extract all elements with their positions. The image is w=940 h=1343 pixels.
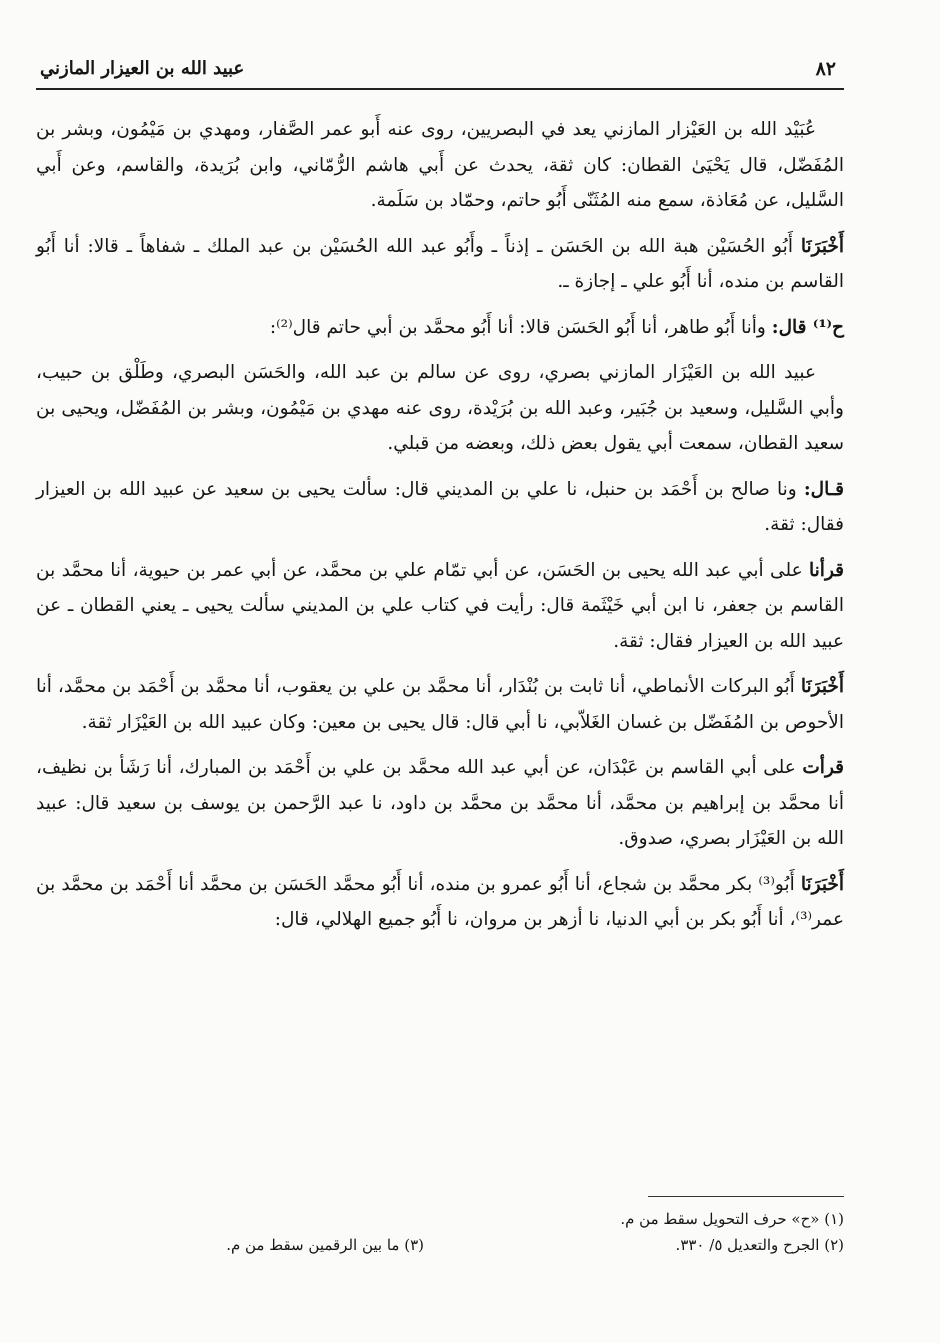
paragraph-4 [36,355,844,462]
paragraph-3 [36,310,844,346]
paragraph-text: على أبي القاسم بن عَبْدَان، عن أبي عبد الله محمَّد بن علي بن أَحْمَد بن المبارك، أنا رَشَأ بن نظيف، أنا محمَّد بن إبراهيم بن محمَّد، أنا محمَّد بن محمَّد بن داود، نا عبد الرَّحمن بن يوسف بن سعيد قال: عبيد الله بن العَيْزَار بصري، صدوق. [36,757,844,849]
paragraph-2 [36,229,844,300]
page-number: ٨٢ [815,58,836,80]
footnote-row-1 [36,1206,844,1232]
paragraph-text: أَبُو الحُسَيْن هبة الله بن الحَسَن ـ إذناً ـ وأَبُو عبد الله الحُسَيْن بن عبد الملك ـ شفاهاً ـ قالا: أنا أَبُو القاسم بن منده، أنا أَبُو علي ـ إجازة ـ. [36,235,844,292]
page-header [36,54,844,90]
paragraph-lead: أَخْبَرَنَا [800,873,844,895]
paragraph-7 [36,669,844,740]
paragraph-text: عُبَيْد الله بن العَيْزار المازني يعد في البصريين، روى عنه أَبو عمر الصَّفار، ومهدي بن مَيْمُون، وبشر بن المُفَضّل، قال يَحْيَىٰ القطان: كان ثقة، يحدث عن أَبي هاشم الرُّمّاني، وابن بُرَيدة، والقاسم، وعن أَبي السَّليل، عن مُعَاذة، سمع منه المُثَنّى أَبُو حاتم، وحمّاد بن سَلَمة. [36,119,844,211]
paragraph-text: وأنا أَبُو طاهر، أنا أَبُو الحَسَن قالا: أنا أَبُو محمَّد بن أبي حاتم قال⁽²⁾: [269,316,772,338]
paragraph-lead: ح⁽¹⁾ قال: [771,316,844,338]
footnote-divider [648,1196,844,1197]
footnote-2: (٢) الجرح والتعديل ٥/ ٣٣٠. [675,1236,844,1254]
paragraph-lead: أَخْبَرَنَا [800,676,844,697]
paragraph-lead: قرأت [802,757,844,778]
footnote-3: (٣) ما بين الرقمين سقط من م. [226,1236,424,1254]
paragraph-text: عبيد الله بن العَيْزَار المازني بصري، روى عن سالم بن عبد الله، والحَسَن البصري، وطَلْق بن حبيب، وأبي السَّليل، وسعيد بن جُبَير، وعبد الله بن بُرَيْدة، روى عنه مهدي بن مَيْمُون، وبشر بن المُفَضّل، ويحيى بن سعيد القطان، سمعت أبي يقول بعض ذلك، وبعضه من قبلي. [36,362,844,454]
paragraph-lead: قرأنا [809,559,844,581]
paragraph-text: ونا صالح بن أَحْمَد بن حنبل، نا علي بن المديني قال: سألت يحيى بن سعيد عن عبيد الله بن العيزار فقال: ثقة. [36,478,844,535]
footnote-1: (١) «ح» حرف التحويل سقط من م. [620,1210,844,1228]
paragraph-text: أَبُو البركات الأنماطي، أنا ثابت بن بُنْدَار، أنا محمَّد بن علي بن يعقوب، أنا محمَّد بن أَحْمَد بن محمَّد، أنا الأحوص بن المُفَضّل بن غسان الغَلاّبي، نا أبي قال: قال يحيى بن معين: وكان عبيد الله بن العَيْزَار ثقة. [36,676,844,733]
paragraph-lead: أَخْبَرَنَا [800,235,844,257]
main-text [36,112,844,948]
footnotes [36,1206,844,1258]
paragraph-lead: قـال: [803,478,844,500]
paragraph-text: على أبي عبد الله يحيى بن الحَسَن، عن أبي تمّام علي بن محمَّد، عن أبي عمر بن حيوية، أنا محمَّد بن القاسم بن جعفر، نا ابن أبي خَيْثَمة قال: رأيت في كتاب علي بن المديني سألت يحيى ـ يعني القطان ـ عن عبيد الله بن العيزار فقال: ثقة. [36,559,844,652]
paragraph-9 [36,867,844,938]
running-title: عبيد الله بن العيزار المازني [40,58,245,79]
footnote-row-2 [36,1232,844,1258]
paragraph-1 [36,112,844,219]
paragraph-8 [36,750,844,857]
paragraph-text: أَبُو⁽³⁾ بكر محمَّد بن شجاع، أنا أَبُو عمرو بن منده، أنا أَبُو محمَّد الحَسَن بن محمَّد أنا أَحْمَد بن محمَّد بن عمر⁽³⁾، أنا أَبُو بكر بن أبي الدنيا، نا أزهر بن مروان، نا أَبُو جميع الهلالي، قال: [36,873,844,930]
paragraph-6 [36,553,844,660]
paragraph-5 [36,472,844,543]
